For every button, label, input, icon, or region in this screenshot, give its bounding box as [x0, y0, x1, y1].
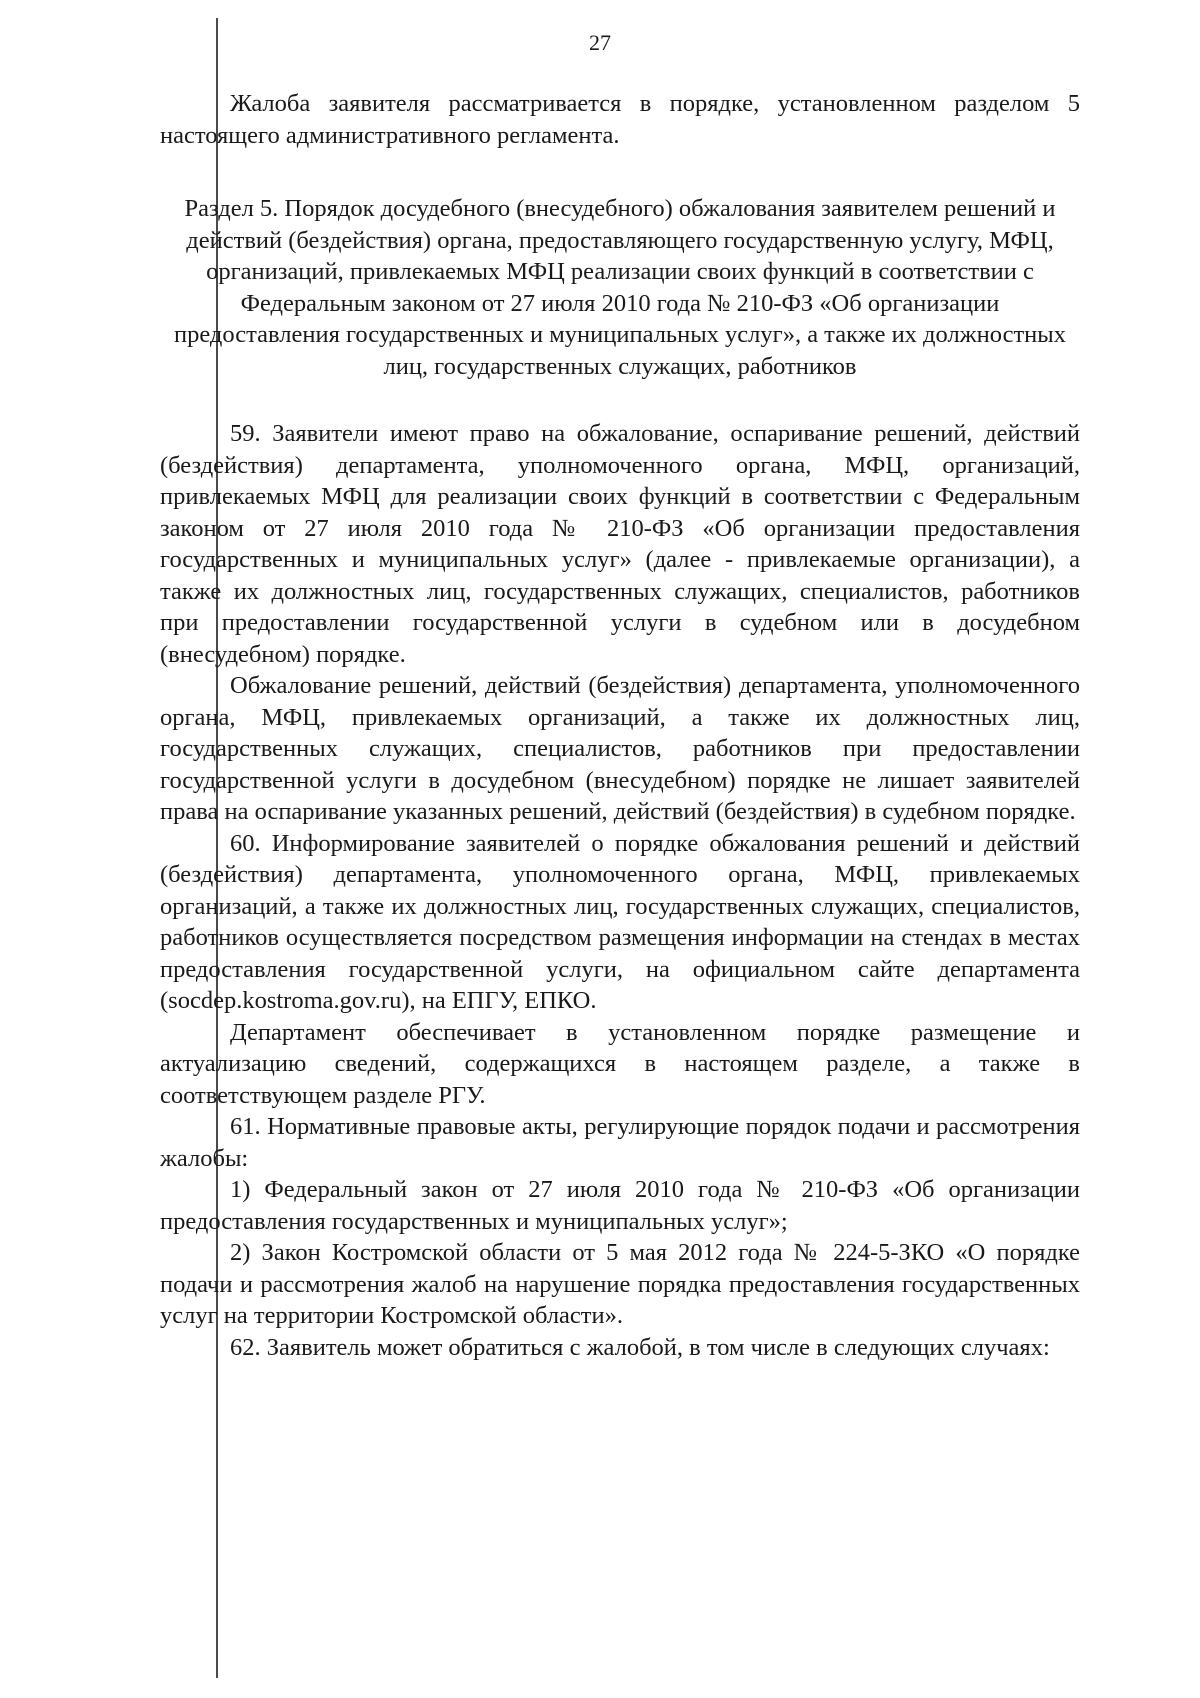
page-number: 27: [589, 30, 611, 55]
paragraph-61-item-1: 1) Федеральный закон от 27 июля 2010 года № 210-ФЗ «Об организации предоставления государственных и муниципальных услуг»;: [160, 1176, 1080, 1235]
paragraph-59: 59. Заявители имеют право на обжалование, оспаривание решений, действий (бездействия) департамента, уполномоченного органа, МФЦ, организаций, привлекаемых МФЦ для реализации своих функций в соответствии с Федеральным законом от 27 июля 2010 года № 210-ФЗ «Об организации предоставления государственных и муниципальных услуг» (далее - привлекаемые организации), а также их должностных лиц, государственных служащих, специалистов, работников при предоставлении государственной услуги в судебном или в досудебном (внесудебном) порядке.: [160, 420, 1080, 668]
document-body: [160, 88, 1080, 1363]
paragraph-62: 62. Заявитель может обратиться с жалобой, в том числе в следующих случаях:: [230, 1333, 1050, 1361]
paragraph-60: 60. Информирование заявителей о порядке обжалования решений и действий (бездействия) департамента, уполномоченного органа, МФЦ, привлекаемых организаций, а также их должностных лиц, государственных служащих, специалистов, работников осуществляется посредством размещения информации на стендах в местах предоставления государственной услуги, на официальном сайте департамента (socdep.kostroma.gov.ru), на ЕПГУ, ЕПКО.: [160, 829, 1080, 1014]
section-heading: Раздел 5. Порядок досудебного (внесудебного) обжалования заявителем решений и действий (бездействия) органа, предоставляющего государственную услугу, МФЦ, организаций, привлекаемых МФЦ реализации своих функций в соответствии с Федеральным законом от 27 июля 2010 года № 210-ФЗ «Об организации предоставления государственных и муниципальных услуг», а также их должностных лиц, государственных служащих, работников: [174, 195, 1066, 380]
paragraph-60-department: Департамент обеспечивает в установленном порядке размещение и актуализацию сведений, содержащихся в настоящем разделе, а также в соответствующем разделе РГУ.: [160, 1018, 1080, 1109]
intro-paragraph: Жалоба заявителя рассматривается в порядке, установленном разделом 5 настоящего административного регламента.: [160, 90, 1080, 149]
paragraph-61-item-2: 2) Закон Костромской области от 5 мая 2012 года № 224-5-ЗКО «О порядке подачи и рассмотрения жалоб на нарушение порядка предоставления государственных услуг на территории Костромской области».: [160, 1239, 1080, 1329]
paragraph-61: 61. Нормативные правовые акты, регулирующие порядок подачи и рассмотрения жалобы:: [160, 1113, 1080, 1172]
paragraph-59-appeal: Обжалование решений, действий (бездействия) департамента, уполномоченного органа, МФЦ, привлекаемых организаций, а также их должностных лиц, государственных служащих, специалистов, работников при предоставлении государственной услуги в досудебном (внесудебном) порядке не лишает заявителей права на оспаривание указанных решений, действий (бездействия) в судебном порядке.: [160, 672, 1080, 825]
